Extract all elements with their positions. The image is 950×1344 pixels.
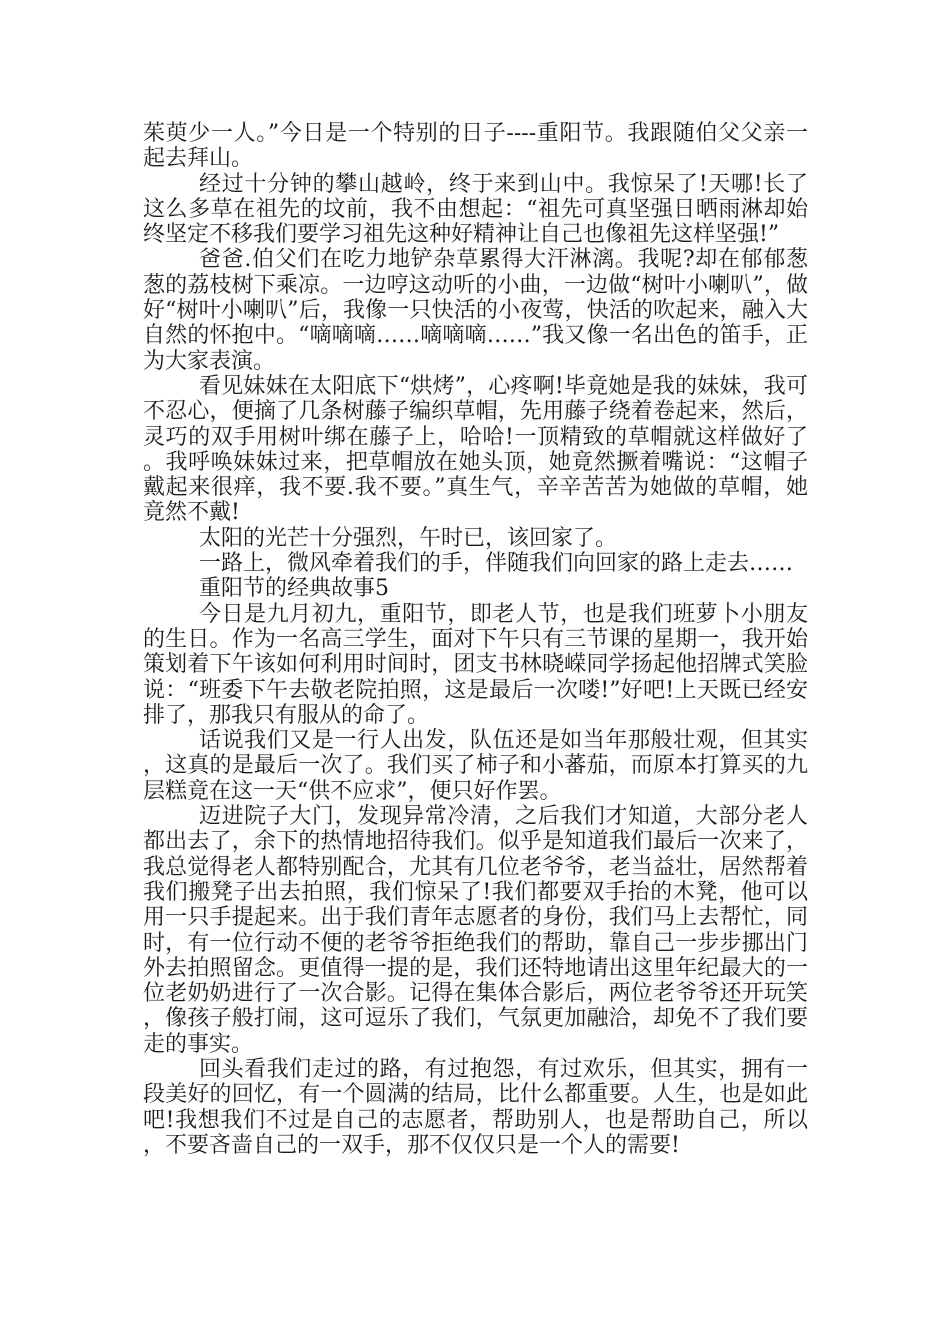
paragraph-going-home: 太阳的光芒十分强烈，午时已，该回家了。 [199,525,618,551]
paragraph-nursing-home: 迈进院子大门，发现异常冷清，之后我们才知道，大部分老人都出去了，余下的热情地招待我们。似乎是知道我们最后一次来了，我总觉得老人都特别配合，尤其有几位老爷爷，老当益壮，居然帮着我们搬凳子出去拍照，我们惊呆了!我们都要双手抬的木凳，他可以用一只手提起来。出于我们青年志愿者的身份，我们马上去帮忙，同时，有一位行动不便的老爷爷拒绝我们的帮助，靠自己一步步挪出门外去拍照留念。更值得一提的是，我们还特地请出这里年纪最大的一位老奶奶进行了一次合影。记得在集体合影后，两位老爷爷还开玩笑，像孩子般打闹，这可逗乐了我们，气氛更加融洽，却免不了我们要走的事实。 [143,804,808,1057]
paragraph-mountain-visit: 经过十分钟的攀山越岭，终于来到山中。我惊呆了!天哪!长了这么多草在祖先的坟前，我不由想起：“祖先可真坚强日晒雨淋却始终坚定不移我们要学习祖先这种好精神让自己也像祖先这样坚强!” [143,171,808,248]
document-body [143,121,808,1158]
paragraph-breeze: 一路上，微风牵着我们的手，伴随我们向回家的路上走去…… [199,551,794,577]
paragraph-continuation: 茱萸少一人。”今日是一个特别的日子----重阳节。我跟随伯父父亲一起去拜山。 [143,121,808,172]
paragraph-leaf-trumpet: 爸爸.伯父们在吃力地铲杂草累得大汗淋漓。我呢?却在郁郁葱葱的荔枝树下乘凉。一边哼这动听的小曲，一边做“树叶小喇叭”，做好“树叶小喇叭”后，我像一只快活的小夜莺，快活的吹起来，融入大自然的怀抱中。“嘀嘀嘀……嘀嘀嘀……”我又像一名出色的笛手，正为大家表演。 [143,247,808,374]
paragraph-reflection: 回头看我们走过的路，有过抱怨，有过欢乐，但其实，拥有一段美好的回忆，有一个圆满的结局，比什么都重要。人生，也是如此吧!我想我们不过是自己的志愿者，帮助别人，也是帮助自己，所以，不要吝啬自己的一双手，那不仅仅只是一个人的需要! [143,1056,808,1158]
paragraph-ninth-day: 今日是九月初九，重阳节，即老人节，也是我们班萝卜小朋友的生日。作为一名高三学生，面对下午只有三节课的星期一，我开始策划着下午该如何利用时间时，团支书林晓嵘同学扬起他招牌式笑脸说：“班委下午去敬老院拍照，这是最后一次喽!”好吧!上天既已经安排了，那我只有服从的命了。 [143,601,808,728]
paragraph-setting-out: 话说我们又是一行人出发，队伍还是如当年那般壮观，但其实，这真的是最后一次了。我们买了柿子和小蕃茄，而原本打算买的九层糕竟在这一天“供不应求”，便只好作罢。 [143,728,808,804]
section-heading: 重阳节的经典故事5 [199,576,389,602]
paragraph-straw-hat: 看见妹妹在太阳底下“烘烤”，心疼啊!毕竟她是我的妹妹，我可不忍心，便摘了几条树藤子编织草帽，先用藤子绕着卷起来，然后，灵巧的双手用树叶绑在藤子上，哈哈!一顶精致的草帽就这样做好了。我呼唤妹妹过来，把草帽放在她头顶，她竟然撅着嘴说：“这帽子戴起来很痒，我不要.我不要。”真生气，辛辛苦苦为她做的草帽，她竟然不戴! [143,373,808,526]
